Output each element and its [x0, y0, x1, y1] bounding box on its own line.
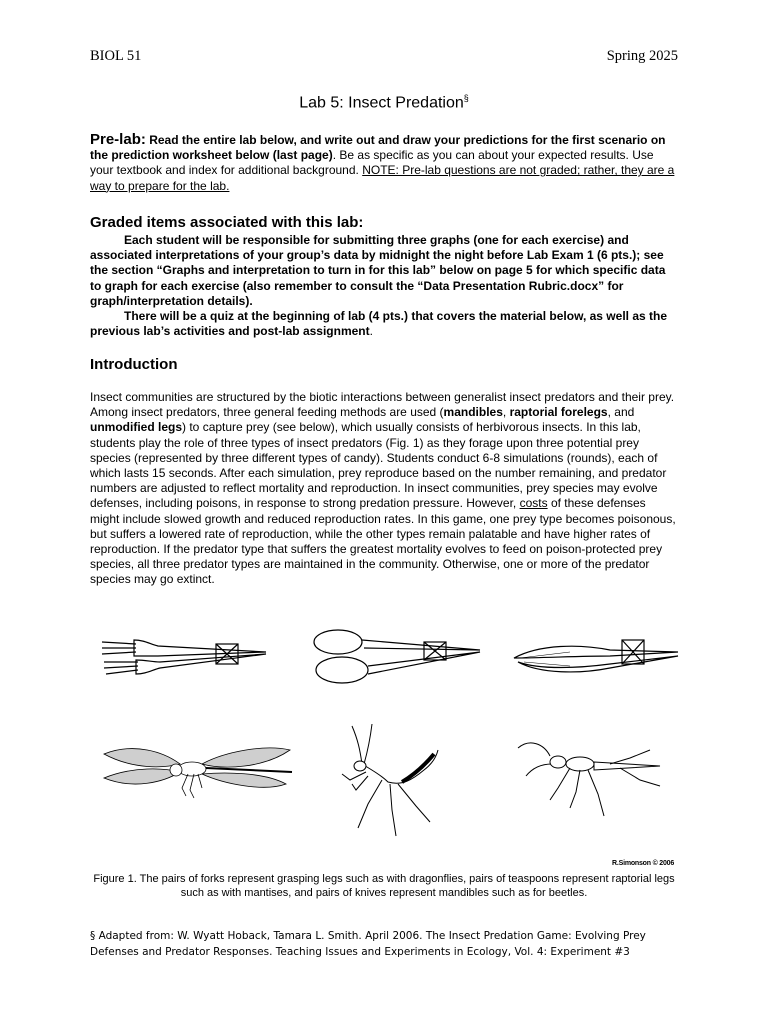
prelab-note: NOTE: Pre-lab questions are not graded; rather, they are a way to prepare for the lab.: [90, 163, 675, 193]
intro-text-1: Insect communities are structured by the biotic interactions between generalist insect predators and their prey. Among insect predators, three general feeding methods are used (: [90, 390, 675, 420]
dragonfly-illustration: [94, 734, 294, 814]
intro-text-3: , and: [607, 405, 635, 420]
quiz-end: .: [369, 324, 373, 339]
graded-paragraph-2: [90, 309, 678, 339]
illustration-credit: R.Simonson © 2006: [612, 860, 675, 867]
term-mandibles: mandibles: [443, 405, 503, 420]
figure-1-illustrations: [90, 612, 678, 872]
introduction-section: [90, 390, 678, 588]
spoon-pair-illustration: [312, 620, 482, 690]
source-footnote: § Adapted from: W. Wyatt Hoback, Tamara L. Smith. April 2006. The Insect Predation Game: Evolving Prey Defenses and Predator Responses. Teaching Issues and Experiments in Ecology, Vol. 4: Experiment #3: [90, 930, 646, 958]
prelab-instructions: Read the entire lab below, and write out and draw your predictions for the first scenario on the prediction worksheet below (last page): [90, 133, 666, 163]
graded-section: [90, 233, 678, 339]
introduction-heading: Introduction: [90, 356, 178, 373]
prelab-detail: . Be as specific as you can about your expected results. Use your textbook and index for additional background.: [90, 148, 654, 178]
introduction-paragraph: [90, 390, 678, 588]
intro-text-5: of these defenses might include slowed growth and reduced reproduction rates. In this game, one prey type becomes poisonous, but suffers a lowered rate of reproduction, while the other types remain palatable and have higher rates of reproduction. If the predator type that suffers the greatest mortality evolves to feed on poison-protected prey species, all three predator types are maintained in the community. Otherwise, one or more of the predator species may go extinct.: [90, 496, 676, 587]
page-title: [0, 93, 768, 112]
prelab-lead: Pre-lab:: [90, 131, 146, 148]
term: Spring 2025: [606, 48, 678, 64]
intro-text-4: ) to capture prey (see below), which usually consists of herbivorous insects. In this lab, students play the role of three types of insect predators (Fig. 1) as they forage upon three potential prey species (represented by three different types of candy). Students conduct 6-8 simulations (rounds), each of which lasts 15 seconds. After each simulation, prey reproduce based on the number remaining, and predator numbers are adjusted to reflect mortality and reproduction. In insect communities, prey species may evolve defenses, including poisons, in response to strong predation pressure. However,: [90, 420, 667, 511]
graded-heading: Graded items associated with this lab:: [90, 214, 364, 231]
quiz-text: There will be a quiz at the beginning of lab (4 pts.) that covers the material below, as well as the previous lab’s activities and post-lab assignment: [90, 309, 667, 339]
intro-text-2: ,: [502, 405, 510, 420]
term-costs: costs: [519, 496, 548, 511]
fork-pair-illustration: [98, 622, 268, 682]
graded-paragraph-1: Each student will be responsible for submitting three graphs (one for each exercise) and associated interpretations of your group’s data by midnight the night before Lab Exam 1 (6 pts.); see the section “Graphs and interpretation to turn in for this lab” below on page 5 for which specific data to graph for each exercise (also remember to consult the “Data Presentation Rubric.docx” for graph/interpretation details).: [90, 233, 666, 308]
mantis-illustration: [312, 720, 462, 840]
figure-caption: Figure 1. The pairs of forks represent grasping legs such as with dragonflies, pairs of teaspoons represent raptorial legs such as with mantises, and pairs of knives represent mandibles such as for beetles.: [93, 873, 675, 899]
course-code: BIOL 51: [90, 48, 142, 64]
prelab-section: [90, 132, 678, 194]
term-unmodified-legs: unmodified legs: [90, 420, 183, 435]
knife-pair-illustration: [510, 622, 680, 682]
beetle-illustration: [510, 728, 680, 838]
term-raptorial-forelegs: raptorial forelegs: [509, 405, 608, 420]
title-text: Lab 5: Insect Predation: [299, 94, 464, 112]
title-footnote-mark: §: [463, 93, 469, 103]
